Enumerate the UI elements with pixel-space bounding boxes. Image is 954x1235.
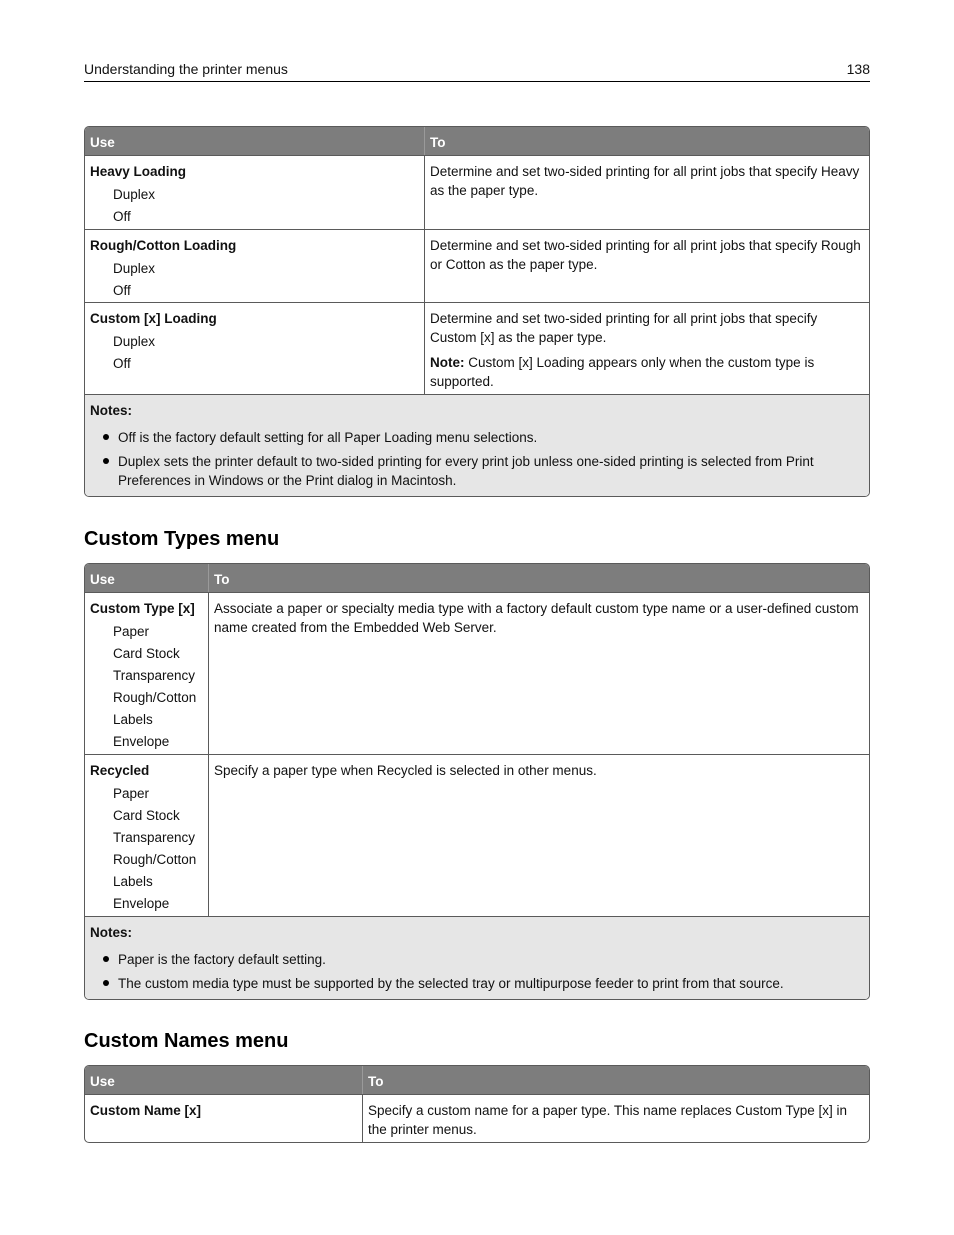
table-row — [85, 754, 869, 916]
setting-description: Determine and set two-sided printing for all print jobs that specify Heavy as the paper type. — [430, 164, 860, 198]
table-row — [85, 229, 869, 302]
table-row — [85, 592, 869, 754]
setting-option: Duplex — [113, 187, 156, 202]
setting-option: Envelope — [113, 896, 170, 911]
setting-description: Determine and set two-sided printing for all print jobs that specify Custom [x] as the paper type. — [430, 311, 818, 345]
column-header-use: Use — [85, 127, 425, 155]
setting-option: Off — [113, 356, 131, 371]
table-header-row — [85, 564, 869, 592]
section-title: Understanding the printer menus — [84, 61, 288, 77]
note-text: Custom [x] Loading appears only when the custom type is supported. — [430, 355, 815, 389]
notes-title: Notes: — [90, 403, 133, 418]
setting-option: Rough/Cotton — [113, 852, 197, 867]
note-item: Duplex sets the printer default to two-sided printing for every print job unless one-sided printing is selected from Print Preferences in Windows or the Print dialog in Macintosh. — [90, 452, 864, 490]
setting-option: Duplex — [113, 261, 156, 276]
setting-name: Heavy Loading — [90, 164, 187, 179]
setting-name: Custom Name [x] — [90, 1103, 202, 1118]
setting-description: Associate a paper or specialty media type with a factory default custom type name or a user-defined custom name created from the Embedded Web Server. — [214, 601, 859, 635]
setting-name: Recycled — [90, 763, 150, 778]
custom-names-table — [84, 1065, 870, 1143]
note-label: Note: — [430, 355, 465, 370]
setting-option: Card Stock — [113, 808, 180, 823]
setting-option: Transparency — [113, 830, 196, 845]
setting-option: Duplex — [113, 334, 156, 349]
setting-name: Custom Type [x] — [90, 601, 195, 616]
notes-section — [85, 394, 869, 496]
page-header — [84, 59, 870, 82]
page-number: 138 — [846, 61, 870, 77]
setting-description: Specify a paper type when Recycled is selected in other menus. — [214, 763, 597, 778]
column-header-to: To — [368, 1074, 384, 1089]
note-item: Paper is the factory default setting. — [90, 950, 864, 969]
setting-option: Paper — [113, 624, 150, 639]
setting-option: Off — [113, 209, 131, 224]
table-row — [85, 302, 869, 394]
column-header-use: Use — [85, 564, 209, 592]
column-header-to: To — [214, 572, 230, 587]
setting-option: Envelope — [113, 734, 170, 749]
setting-option: Card Stock — [113, 646, 180, 661]
setting-option: Rough/Cotton — [113, 690, 197, 705]
table-header-row — [85, 1066, 869, 1094]
notes-title: Notes: — [90, 925, 133, 940]
setting-option: Transparency — [113, 668, 196, 683]
setting-name: Custom [x] Loading — [90, 311, 217, 326]
table-row — [85, 1094, 869, 1142]
setting-option: Paper — [113, 786, 150, 801]
setting-option: Labels — [113, 874, 153, 889]
setting-name: Rough/Cotton Loading — [90, 238, 237, 253]
custom-types-table — [84, 563, 870, 1000]
notes-section — [85, 916, 869, 999]
custom-types-heading: Custom Types menu — [84, 528, 280, 550]
table-row — [85, 155, 869, 229]
setting-note — [430, 353, 864, 391]
note-item: Off is the factory default setting for all Paper Loading menu selections. — [90, 428, 864, 447]
setting-option: Labels — [113, 712, 153, 727]
setting-description: Specify a custom name for a paper type. This name replaces Custom Type [x] in the printer menus. — [368, 1103, 847, 1137]
paper-loading-table — [84, 126, 870, 497]
table-header-row — [85, 127, 869, 155]
column-header-to: To — [430, 135, 446, 150]
custom-names-heading: Custom Names menu — [84, 1030, 289, 1052]
column-header-use: Use — [85, 1066, 363, 1094]
note-item: The custom media type must be supported by the selected tray or multipurpose feeder to print from that source. — [90, 974, 864, 993]
setting-description: Determine and set two-sided printing for all print jobs that specify Rough or Cotton as the paper type. — [430, 238, 861, 272]
setting-option: Off — [113, 283, 131, 298]
